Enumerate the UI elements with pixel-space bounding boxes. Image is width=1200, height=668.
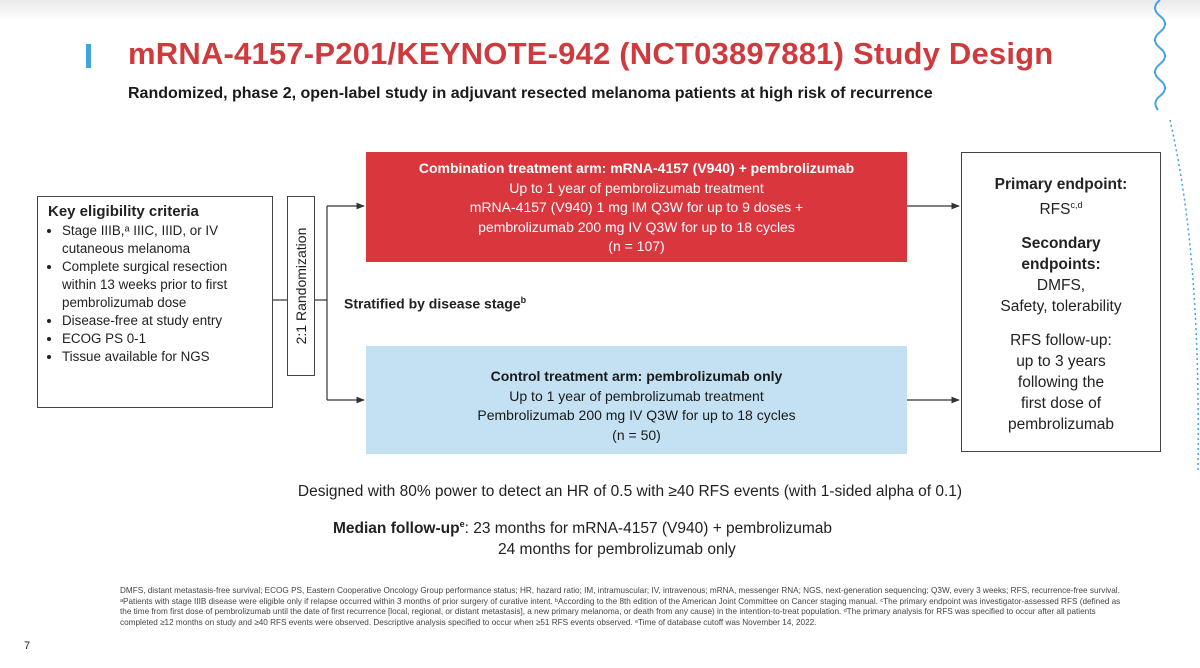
followup-line: up to 3 years [1016,353,1106,371]
page-subtitle: Randomized, phase 2, open-label study in adjuvant resected melanoma patients at high risk of recurrence [128,85,933,102]
stratification-label: Stratified by disease stage$^b$ [344,295,527,312]
secondary-endpoint-line: DMFS, [1036,277,1086,295]
control-arm-title: Control treatment arm: pembrolizumab only [490,368,783,384]
control-arm-n: (n = 50) [612,426,661,443]
control-arm-box [366,346,907,454]
eligibility-title: Key eligibility criteria [48,203,199,220]
eligibility-item: • Stage IIIB,ᵃ IIIC, IIID, or IV cutaneous melanoma [62,222,264,258]
primary-endpoint-title: Primary endpoint: [994,176,1128,193]
median-followup-line: : 23 months for mRNA-4157 (V940) + pembrolizumab [464,520,833,538]
secondary-endpoint-line: Safety, tolerability [1000,298,1122,316]
eligibility-item: • ECOG PS 0-1 [62,330,264,348]
page-number: 7 [24,640,31,652]
control-arm-line: Up to 1 year of pembrolizumab treatment [509,387,764,404]
eligibility-item: • Disease-free at study entry [62,312,264,330]
eligibility-box [37,196,273,408]
primary-endpoint-value: RFS$^{c,d}$ [1039,200,1083,219]
eligibility-item: • Tissue available for NGS [62,348,264,366]
followup-line: pembrolizumab [1008,416,1114,434]
footnote: DMFS, distant metastasis-free survival; ECOG PS, Eastern Cooperative Oncology Group performance status; HR, hazard ratio; IM, intramuscular; IV, intravenous; mRNA, messenger RNA; NGS, next-generation sequencing; Q3W, every 3 weeks; RFS, recurrence-free survival. [120,586,1120,595]
footnotes [120,586,1130,628]
combination-arm-box [366,152,907,262]
secondary-endpoints-title: Secondary endpoints: [1021,235,1101,274]
control-arm-line: Pembrolizumab 200 mg IV Q3W for up to 18 cycles [477,407,796,423]
randomization-label: 2:1 Randomization [293,227,309,345]
stratification-sup: b [520,295,527,305]
combination-arm-n: (n = 107) [608,238,665,254]
endpoints-box [961,152,1161,452]
median-followup-label: Median follow-up [333,520,460,538]
footnote: ᵃPatients with stage IIIB disease were eligible only if relapse occurred within 3 months of prior surgery of curative intent. ᵇAccording to the 8th edition of the American Joint Committee on Cancer staging manual. ᶜThe primary endpoint was investigator-assessed RFS (defined as the time from first dose of pembrolizumab until the date of first recurrence [local, regional, or distant metastasis], a new primary melanoma, or death from any cause) in the intention-to-treat population. ᵈThe primary analysis for RFS was specified to occur after all patients completed ≥12 months on study and ≥40 RFS events were observed. Descriptive analysis specified to occur when ≥51 RFS events observed. ᵉTime of database cutoff was November 14, 2022. [120,596,1121,627]
combination-arm-line: mRNA-4157 (V940) 1 mg IM Q3W for up to 9 doses + [469,199,804,215]
combination-arm-line: Up to 1 year of pembrolizumab treatment [509,179,764,196]
combination-arm-line: pembrolizumab 200 mg IV Q3W for up to 18 cycles [478,218,795,235]
combination-arm-title: Combination treatment arm: mRNA-4157 (V940) + pembrolizumab [418,160,855,176]
median-followup-line: 24 months for pembrolizumab only [498,541,736,559]
page-title: mRNA-4157-P201/KEYNOTE-942 (NCT03897881) Study Design [128,36,1054,71]
followup-line: following the [1017,374,1105,392]
eligibility-list [48,222,264,366]
median-followup: Median follow-$up^e$: 23 months for mRNA-4157 (V940) + pembrolizumab 24 months for pembrolizumab only [333,519,833,559]
randomization-box [287,196,315,376]
followup-line: RFS follow-up: [1010,332,1112,350]
power-statement: Designed with 80% power to detect an HR of 0.5 with ≥40 RFS events (with 1-sided alpha of 0.1) [297,483,963,500]
followup-line: first dose of [1020,395,1102,413]
eligibility-item: • Complete surgical resection within 13 weeks prior to first pembrolizumab dose [62,258,264,312]
